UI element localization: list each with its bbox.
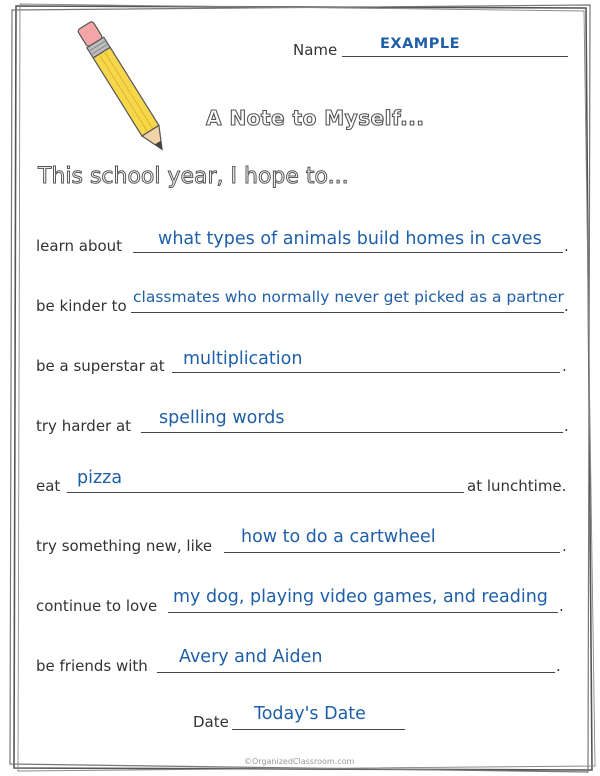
period-2: . bbox=[564, 297, 569, 315]
period-1: . bbox=[564, 237, 569, 255]
name-value: EXAMPLE bbox=[380, 36, 461, 52]
row-label-friends: be friends with bbox=[36, 657, 148, 675]
answer-superstar: multiplication bbox=[183, 349, 303, 369]
period-8: . bbox=[556, 657, 561, 675]
answer-line-kinder[interactable] bbox=[131, 312, 564, 313]
period-7: . bbox=[559, 597, 564, 615]
period-3: . bbox=[562, 357, 567, 375]
answer-line-try-new[interactable] bbox=[224, 552, 560, 553]
answer-line-love[interactable] bbox=[168, 612, 558, 613]
row-label-learn: learn about bbox=[36, 237, 123, 255]
row-label-try-harder: try harder at bbox=[36, 417, 132, 435]
answer-try-new: how to do a cartwheel bbox=[241, 527, 436, 547]
period-4: . bbox=[564, 417, 569, 435]
period-6: . bbox=[562, 537, 567, 555]
answer-line-friends[interactable] bbox=[157, 672, 555, 673]
row-label-love: continue to love bbox=[36, 597, 158, 615]
name-line[interactable] bbox=[342, 56, 568, 57]
prompt-heading: This school year, I hope to... bbox=[38, 164, 349, 189]
row-label-superstar: be a superstar at bbox=[36, 357, 165, 375]
answer-line-try-harder[interactable] bbox=[141, 432, 563, 433]
row-suffix-eat: at lunchtime. bbox=[467, 477, 567, 495]
page-title: A Note to Myself... bbox=[206, 106, 425, 130]
answer-eat: pizza bbox=[77, 468, 123, 488]
copyright-footer: ©OrganizedClassroom.com bbox=[244, 757, 355, 766]
name-label: Name bbox=[293, 41, 338, 59]
date-value: Today's Date bbox=[254, 704, 366, 724]
pencil-icon bbox=[60, 10, 190, 170]
date-line[interactable] bbox=[232, 729, 405, 730]
answer-line-eat[interactable] bbox=[67, 492, 464, 493]
answer-line-learn[interactable] bbox=[133, 252, 563, 253]
answer-friends: Avery and Aiden bbox=[179, 647, 323, 667]
answer-line-superstar[interactable] bbox=[172, 372, 560, 373]
answer-try-harder: spelling words bbox=[159, 408, 285, 428]
row-label-eat: eat bbox=[36, 477, 61, 495]
row-label-kinder: be kinder to bbox=[36, 297, 127, 315]
row-label-try-new: try something new, like bbox=[36, 537, 213, 555]
answer-kinder: classmates who normally never get picked as a partner bbox=[133, 288, 564, 306]
date-label: Date bbox=[193, 713, 229, 731]
answer-love: my dog, playing video games, and reading bbox=[173, 587, 548, 607]
answer-learn: what types of animals build homes in caves bbox=[158, 229, 542, 249]
